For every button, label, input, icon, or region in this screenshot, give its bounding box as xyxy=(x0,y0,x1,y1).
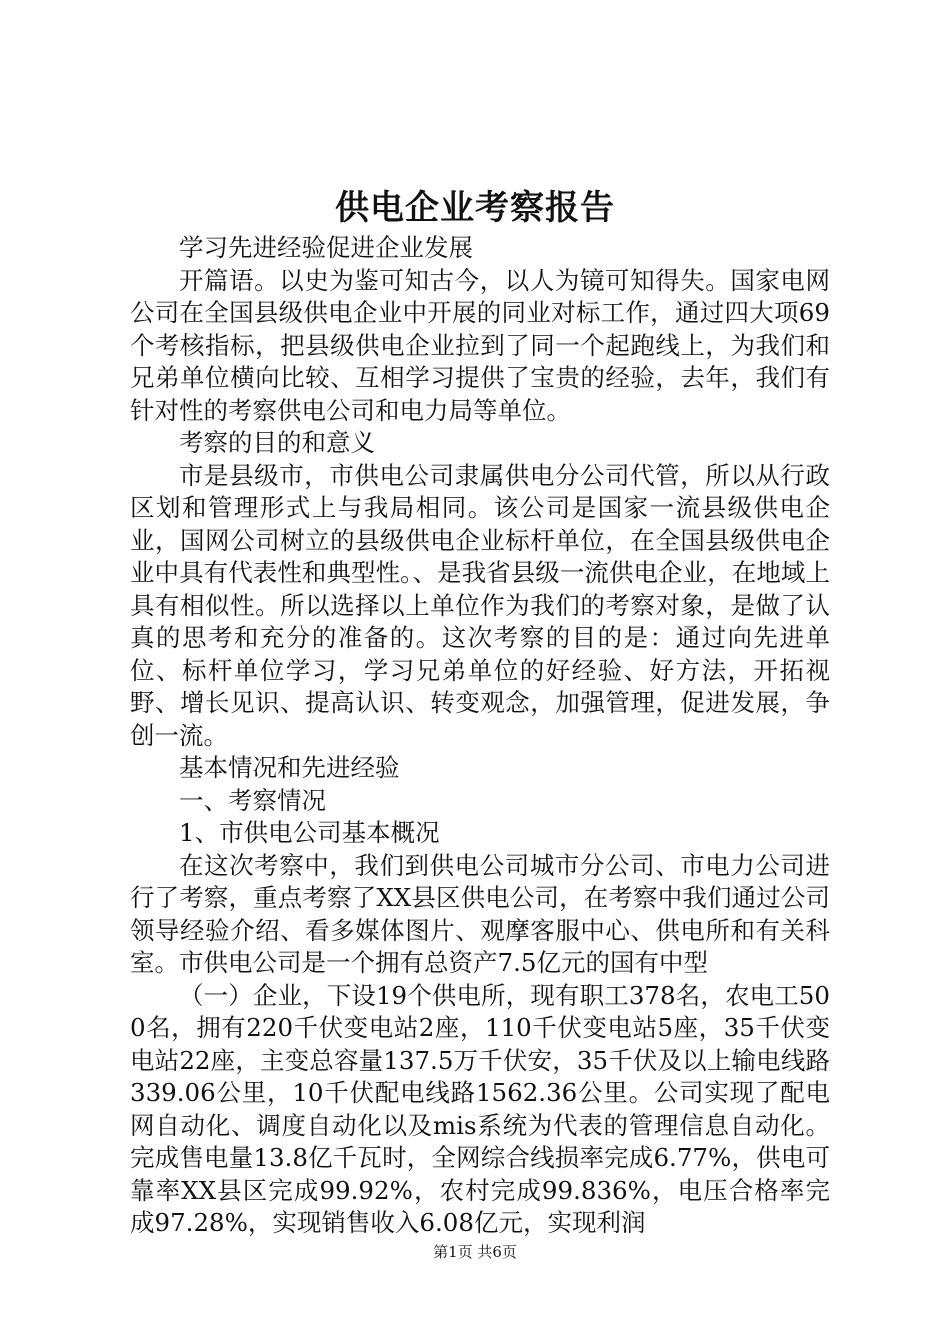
inspection-paragraph: 在这次考察中，我们到供电公司城市分公司、市电力公司进行了考察，重点考察了XX县区供电公司，在考察中我们通过公司领导经验介绍、看多媒体图片、观摩客服中心、供电所和有关科室。市供电公司是一个拥有总资产7.5亿元的国有中型 xyxy=(130,850,830,977)
page-number-footer: 第1页 共6页 xyxy=(433,1243,517,1261)
document-title: 供电企业考察报告 xyxy=(335,188,615,228)
document-body xyxy=(130,232,830,1240)
section-heading-basic-info: 基本情况和先进经验 xyxy=(179,753,400,782)
opening-paragraph: 开篇语。以史为鉴可知古今，以人为镜可知得失。国家电网公司在全国县级供电企业中开展的同业对标工作，通过四大项69个考核指标，把县级供电企业拉到了同一个起跑线上，为我们和兄弟单位横向比较、互相学习提供了宝贵的经验，去年，我们有针对性的考察供电公司和电力局等单位。 xyxy=(130,265,830,425)
section-heading-inspection: 一、考察情况 xyxy=(179,785,326,815)
section-heading-purpose: 考察的目的和意义 xyxy=(179,428,375,457)
purpose-paragraph: 市是县级市，市供电公司隶属供电分公司代管，所以从行政区划和管理形式上与我局相同。该公司是国家一流县级供电企业，国网公司树立的县级供电企业标杆单位，在全国县级供电企业中具有代表性和典型性。、是我省县级一流供电企业，在地域上具有相似性。所以选择以上单位作为我们的考察对象，是做了认真的思考和充分的准备的。这次考察的目的是：通过向先进单位、标杆单位学习，学习兄弟单位的好经验、好方法，开拓视野、增长见识、提高认识、转变观念，加强管理，促进发展，争创一流。 xyxy=(130,460,830,750)
section-heading-company-overview: 1、市供电公司基本概况 xyxy=(179,818,440,847)
company-stats-paragraph: （一）企业，下设19个供电所，现有职工378名，农电工500名，拥有220千伏变电站2座，110千伏变电站5座，35千伏变电站22座，主变总容量137.5万千伏安，35千伏及以上输电线路339.06公里，10千伏配电线路1562.36公里。公司实现了配电网自动化、调度自动化以及mis系统为代表的管理信息自动化。完成售电量13.8亿千瓦时，全网综合线损率完成6.77%，供电可靠率XX县区完成99.92%，农村完成99.836%，电压合格率完成97.28%，实现销售收入6.08亿元，实现利润 xyxy=(130,980,830,1237)
subtitle-paragraph: 学习先进经验促进企业发展 xyxy=(179,233,473,262)
